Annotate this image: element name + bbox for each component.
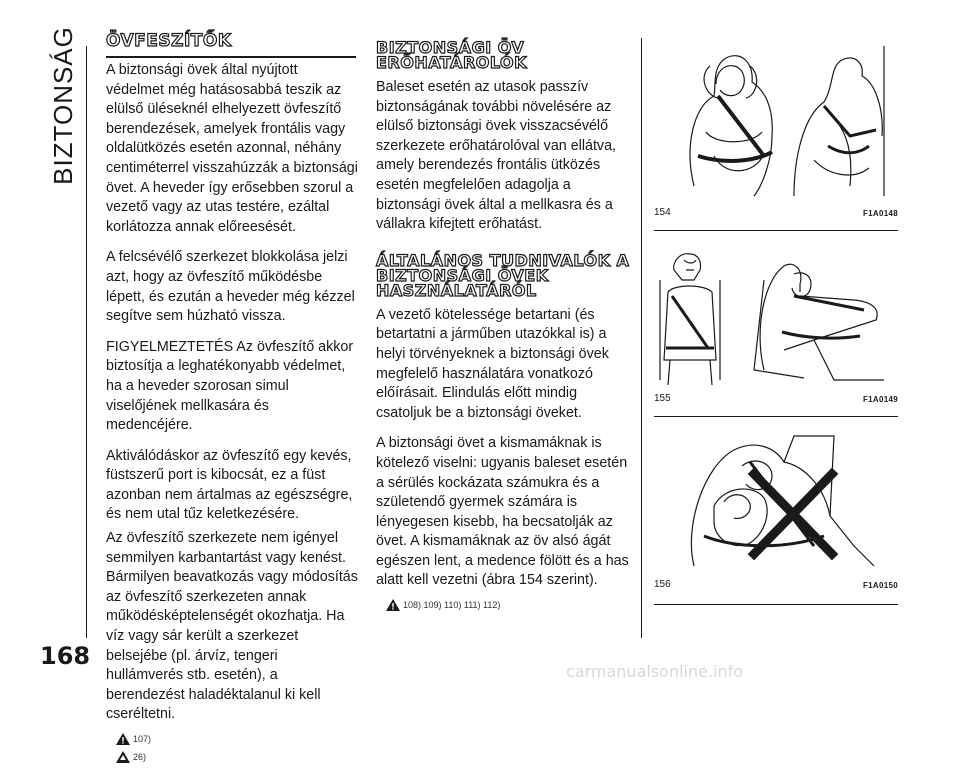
figure-154 <box>654 36 898 218</box>
warning-note <box>386 599 632 611</box>
column-2 <box>376 40 632 617</box>
warning-ref: 108) 109) 110) 111) 112) <box>403 600 501 611</box>
figure-caption <box>654 576 898 590</box>
paragraph: Baleset esetén az utasok passzív biztonságának további növelésére az elülső biztonsági övek visszacsévélő szerkezete erőhatárolóval van ellátva, amely berendezés frontális ütközés esetén megfelelően adagolja a biztonsági övek által a mellkasra és a vállakra kifejtett erőhatást. <box>376 79 617 233</box>
driver-seatbelt-illustration <box>654 240 898 390</box>
warning-ref: 107) <box>133 734 152 744</box>
paragraph: Aktiválódáskor az övfeszítő egy kevés, füstszerű port is kibocsát, ez a füst azonban nem ártalmas az egészségre, és nem utal tűz keletkezésére. <box>106 447 353 523</box>
heading-eroh: BIZTONSÁGI ÖV ERŐHATÁROLÓK <box>376 38 527 72</box>
child-on-lap-prohibited-illustration <box>654 426 898 576</box>
figure-number: 156 <box>654 579 671 590</box>
warning-ref: 26) <box>133 752 147 762</box>
watermark: carmanualsonline.info <box>566 662 744 681</box>
section-label <box>48 20 78 190</box>
figure-caption <box>654 390 898 404</box>
figure-code: F1A0149 <box>862 395 898 404</box>
figure-number: 155 <box>654 393 671 404</box>
figure-separator <box>654 230 898 231</box>
paragraph: A felcsévélő szerkezet blokkolása jelzi azt, hogy az övfeszítő működésbe lépett, és ezután a heveder még kézzel segítve sem húzható vissza. <box>106 249 355 325</box>
figure-separator <box>654 416 898 417</box>
figure-156 <box>654 426 898 590</box>
heading-altalanos: ÁLTALÁNOS TUDNIVALÓK A BIZTONSÁGI ÖVEK HASZNÁLATÁRÓL <box>376 250 630 300</box>
paragraph: Az övfeszítő szerkezete nem igényel semmilyen karbantartást vagy kenést. Bármilyen beavatkozás vagy módosítás az övfeszítő szerkezeten annak működésképtelenségét okozhatja. Ha víz vagy sár került a szerkezet belsejébe (pl. árvíz, tengeri hullámverés stb. esetén), a berendezést haladéktalanul ki kell cseréltetni. <box>106 530 358 723</box>
caution-icon <box>116 751 130 763</box>
figure-155 <box>654 240 898 404</box>
page-number: 168 <box>40 642 91 670</box>
section-label-text: BIZTONSÁG <box>47 25 78 185</box>
heading-ovfeszitok: ÖVFESZÍTŐK <box>106 31 232 51</box>
section-divider <box>86 46 87 638</box>
figure-code: F1A0148 <box>862 209 898 218</box>
figure-code: F1A0150 <box>862 581 898 590</box>
pregnant-seatbelt-illustration <box>654 36 898 204</box>
warning-note <box>116 751 358 763</box>
warning-note <box>116 733 358 745</box>
figure-separator <box>654 604 898 605</box>
paragraph: A biztonsági övet a kismamáknak is kötelező viselni: ugyanis baleset esetén a sérülés kockázata számukra és a születendő gyermek számára is lényegesen kisebb, ha becsatolják az övet. A kismamáknak az öv alsó ágát egészen lent, a medence fölött és a has alatt kell vezetni (ábra 154 szerint). <box>376 435 629 589</box>
figure-number: 154 <box>654 207 671 218</box>
column-separator <box>641 38 642 638</box>
column-1 <box>106 31 358 769</box>
warning-icon <box>116 733 130 745</box>
figure-caption <box>654 204 898 218</box>
warning-icon <box>386 599 400 611</box>
paragraph: A biztonsági övek által nyújtott védelmet még hatásosabbá teszik az elülső üléseknél elhelyezett övfeszítő berendezések, amelyek frontális vagy oldalütközés esetén azonnal, néhány centiméterrel visszahúzzák a biztonsági övet. A heveder így erősebben szorul a vezető vagy az utas testére, ezáltal korlátozza annak előreesését. <box>106 62 358 235</box>
paragraph: FIGYELMEZTETÉS Az övfeszítő akkor biztosítja a leghatékonyabb védelmet, ha a heveder szorosan simul viselőjének mellkasára és medencéjére. <box>106 338 354 434</box>
paragraph: A vezető kötelessége betartani (és betartatni a járműben utazókkal is) a helyi törvényeknek a biztonsági övek megfelelő használatára vonatkozó előírásait. Elindulás előtt mindig csatoljuk be a biztonsági öveket. <box>376 306 609 421</box>
